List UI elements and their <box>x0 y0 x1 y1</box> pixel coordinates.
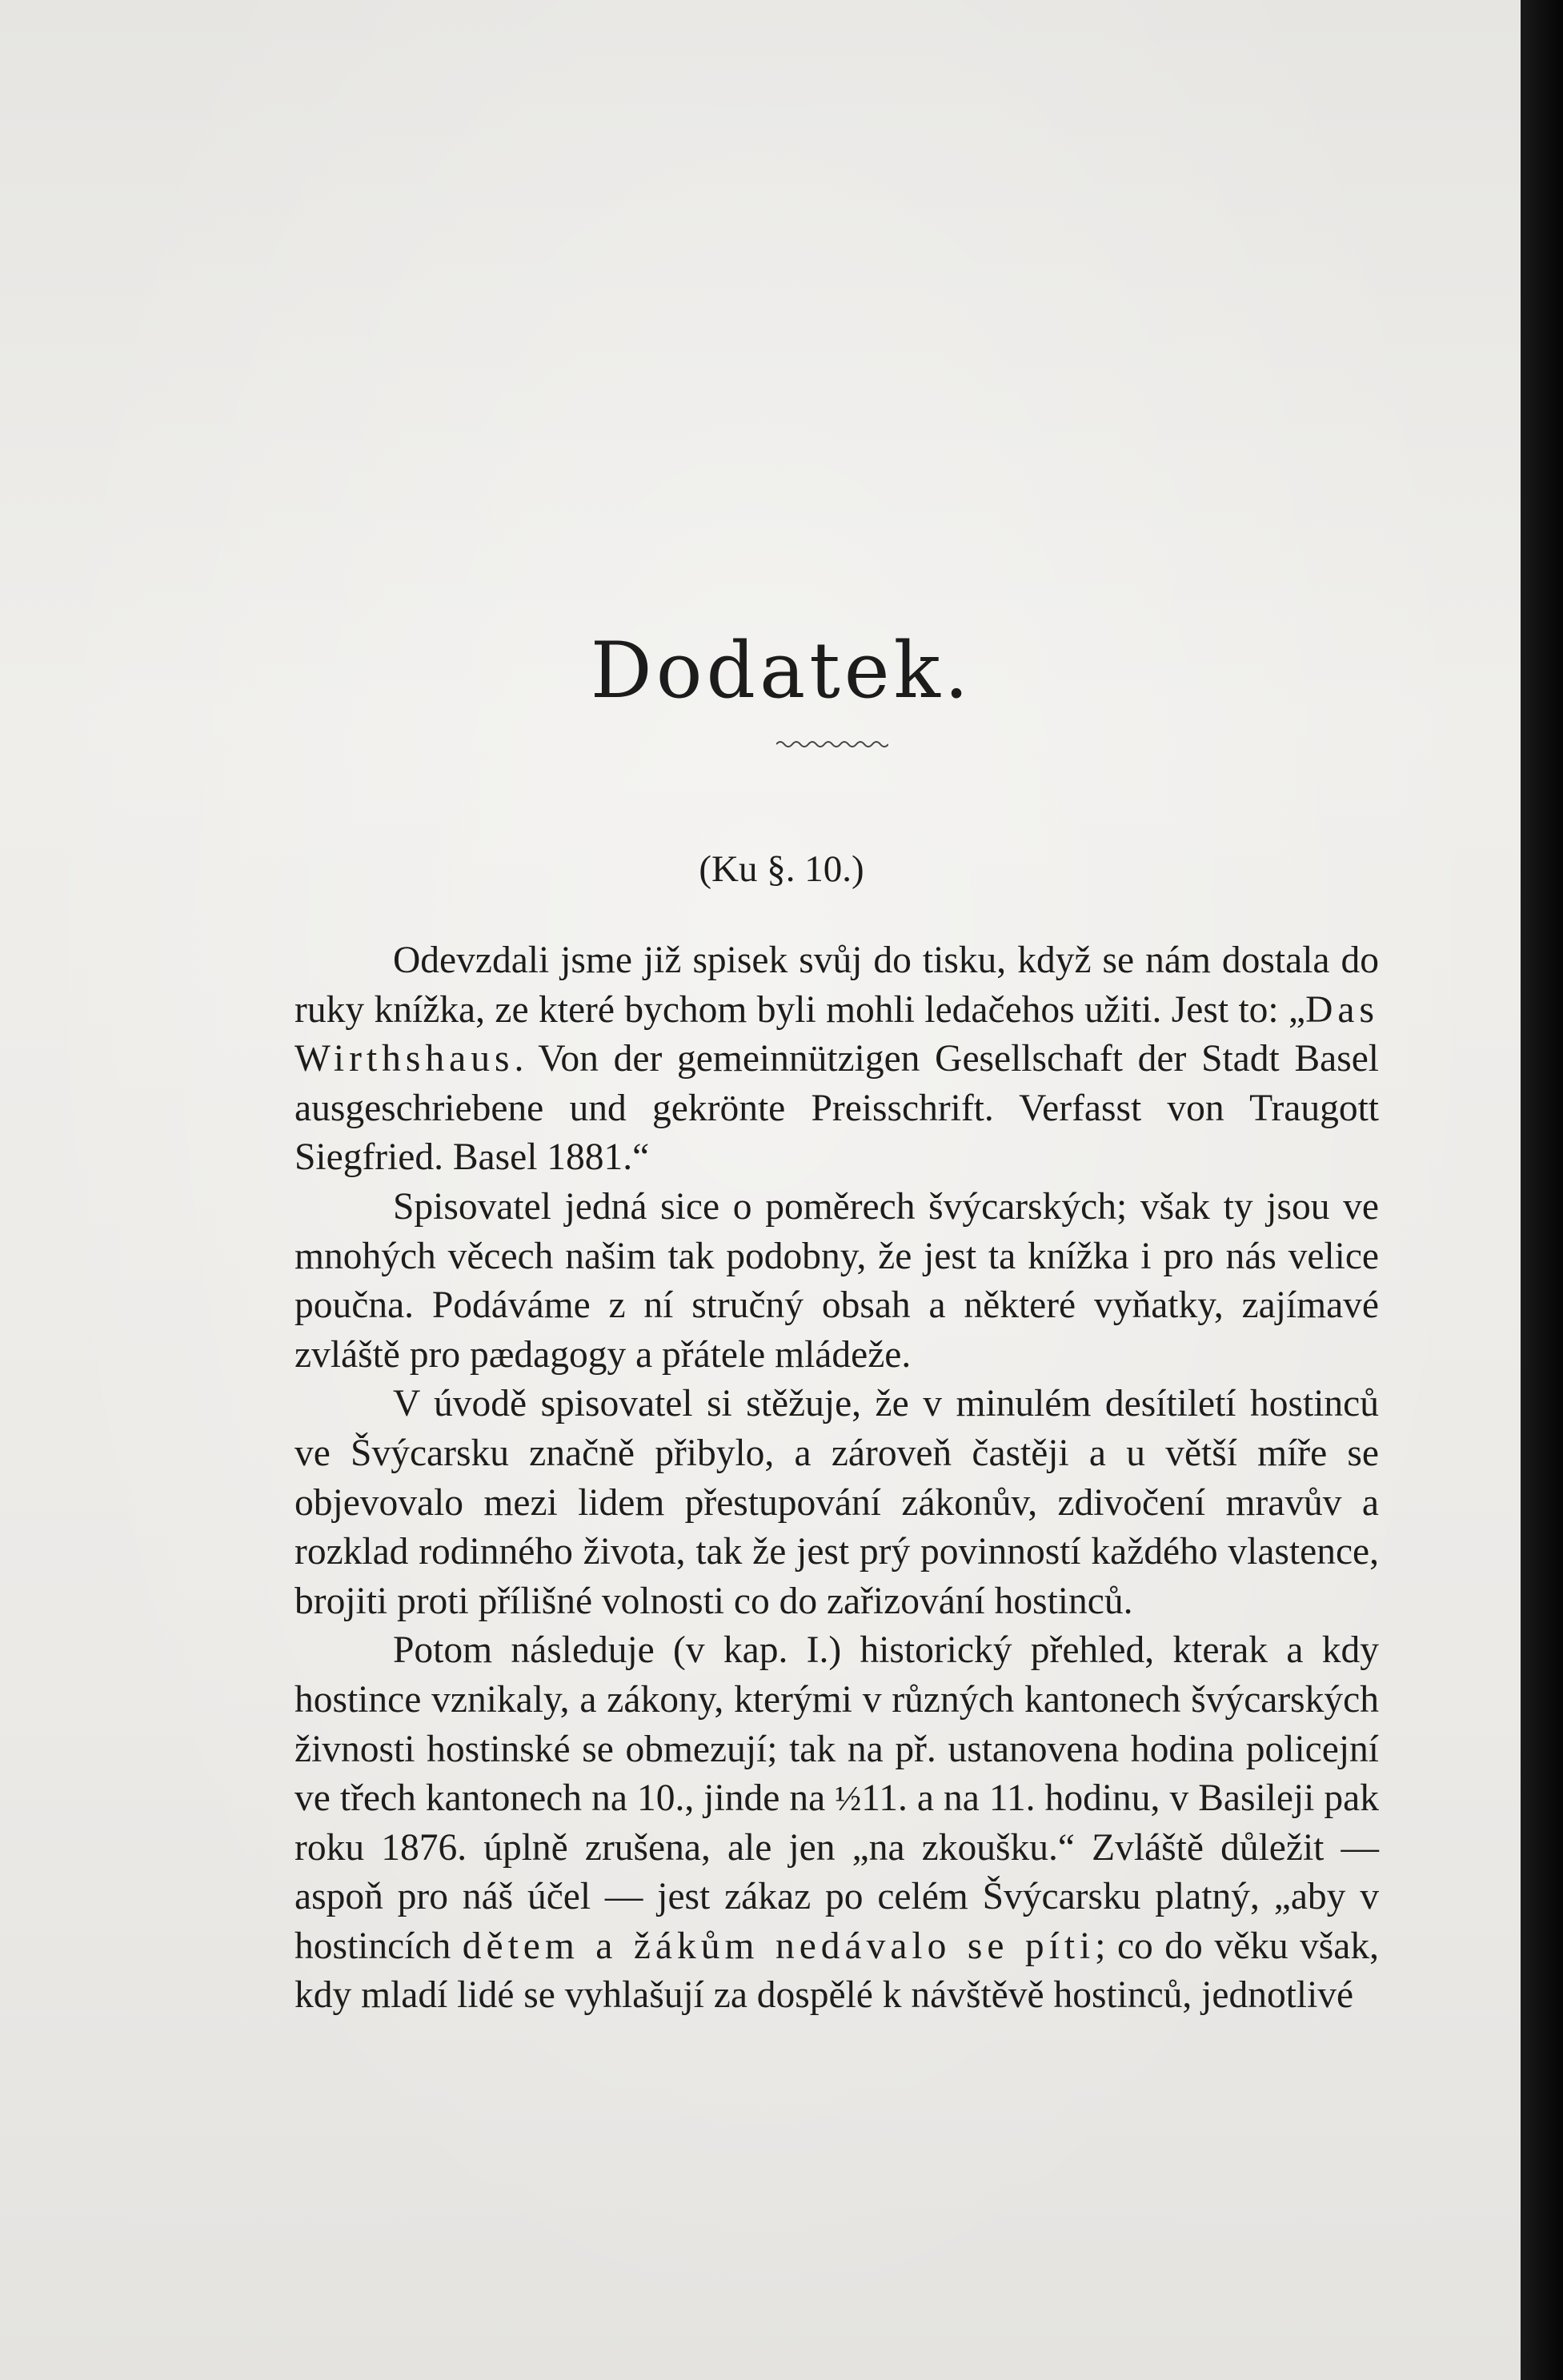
body-text <box>295 936 1379 2021</box>
paragraph-4-end: ; co do věku však, kdy mladí lidé se vyhlašují za dospělé k návštěvě hostinců, jednotlivé <box>295 1925 1380 2017</box>
book-title-spaced: Das Wirthshaus <box>295 988 1379 1080</box>
paragraph-1-start: Odevzdali jsme již spisek svůj do tisku, když se nám dostala do ruky knížka, ze které bychom byli mohli ledačehos užiti. Jest to: „ <box>295 940 1379 1031</box>
paragraph-3: V úvodě spisovatel si stěžuje, že v minulém desítiletí hostinců ve Švýcarsku značně přibylo, a zároveň častěji a u větší míře se objevovalo mezi lidem přestupování zákonův, zdivočení mravův a rozklad rodinného života, tak že jest prý povinností každého vlastence, brojiti proti přílišné volnosti co do zařizování hostinců. <box>295 1383 1379 1622</box>
paragraph-1 <box>295 936 1379 1183</box>
page-title: Dodatek. <box>590 626 973 715</box>
emphasis-spaced: dětem a žákům nedávalo se píti <box>462 1925 1096 1967</box>
paragraph-4-middle: 11. a na 11. hodinu, v Basileji pak roku 1876. úplně zrušena, ale jen „na zkoušku.“ Zvláště důležit — aspoň pro náš účel — jest zákaz po celém Švýcarsku platný, „aby v hostincích <box>295 1777 1379 1967</box>
section-reference: (Ku §. 10.) <box>699 848 864 890</box>
fraction-half: ½ <box>835 1779 862 1819</box>
paragraph-4 <box>295 1626 1379 2021</box>
paragraph-2: Spisovatel jedná sice o poměrech švýcarských; však ty jsou ve mnohých věcech našim tak podobny, že jest ta knížka i pro nás velice poučna. Podáváme z ní stručný obsah a některé vyňatky, zajímavé zvláště pro pædagogy a přátele mládeže. <box>295 1185 1379 1376</box>
paragraph-1-end: . Von der gemeinnützigen Gesellschaft der Stadt Basel ausgeschriebene und gekrönte Preisschrift. Verfasst von Traugott Siegfried. Basel 1881.“ <box>295 1038 1379 1179</box>
scan-border <box>1521 0 1563 2380</box>
paragraph-4-start: Potom následuje (v kap. I.) historický přehled, kterak a kdy hostince vznikaly, a zákony, kterými v různých kantonech švýcarských živnosti hostinské se obmezují; tak na př. ustanovena hodina policejní ve třech kantonech na 10., jinde na <box>295 1629 1379 1820</box>
title-ornament <box>776 736 888 752</box>
